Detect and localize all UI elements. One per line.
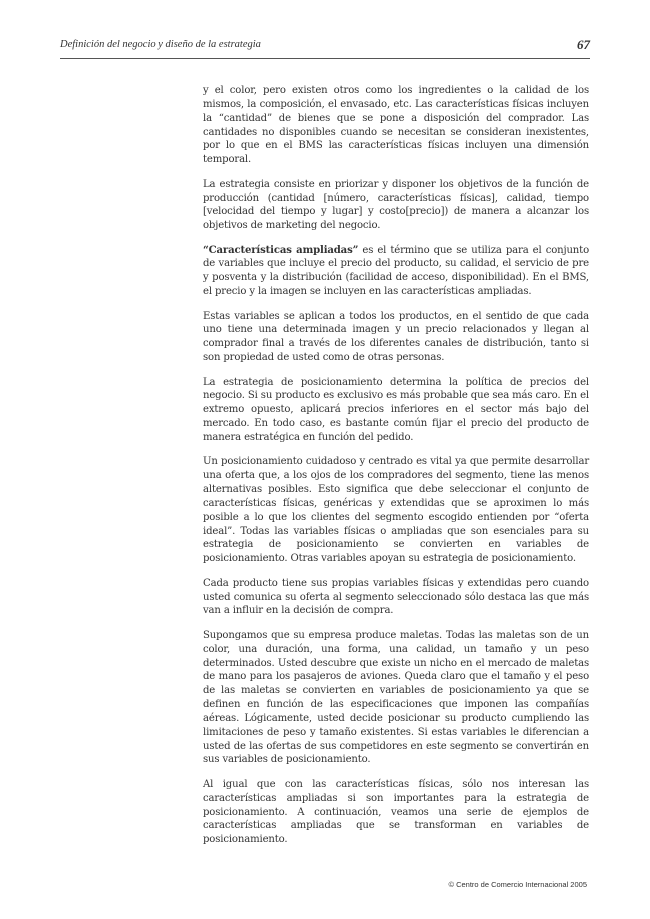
paragraph: y el color, pero existen otros como los ingredientes o la calidad de los mismos, la composición, el envasado, etc. Las características físicas incluyen la “cantidad” de bienes que se pone a disposición del comprador. Las cantidades no disponibles cuando se necesitan se consideran inexistentes, por lo que en el BMS las características físicas incluyen una dimensión temporal. <box>203 85 589 166</box>
running-title: Definición del negocio y diseño de la estrategia <box>60 39 261 50</box>
paragraph-text: es el término que se utiliza para el conjunto de variables que incluye el precio del producto, su calidad, el servicio de pre y posventa y la distribución (facilidad de acceso, disponibilidad). En el BMS, el precio y la imagen se incluyen en las características ampliadas. <box>203 244 589 298</box>
paragraph: Al igual que con las características físicas, sólo nos interesan las características ampliadas si son importantes para la estrategia de posicionamiento. A continuación, veamos una serie de ejemplos de características ampliadas que se transforman en variables de posicionamiento. <box>203 778 589 846</box>
copyright-footer: © Centro de Comercio Internacional 2005 <box>448 880 587 889</box>
paragraph: Cada producto tiene sus propias variables físicas y extendidas pero cuando usted comunica su oferta al segmento seleccionado sólo destaca las que más van a influir en la decisión de compra. <box>203 577 589 617</box>
paragraph: La estrategia de posicionamiento determina la política de precios del negocio. Si su producto es exclusivo es más probable que sea más caro. En el extremo opuesto, aplicará precios inferiores en el sector más bajo del mercado. En todo caso, es bastante común fijar el precio del producto de manera estratégica en función del pedido. <box>203 376 589 443</box>
paragraph: Supongamos que su empresa produce maletas. Todas las maletas son de un color, una duración, una forma, una calidad, un tamaño y un peso determinados. Usted descubre que existe un nicho en el mercado de maletas de mano para los pasajeros de aviones. Queda claro que el tamaño y el peso de las maletas se convierten en variables de posicionamiento ya que se definen en función de las especificaciones que imponen las compañías aéreas. Lógicamente, usted decide posicionar su producto cumpliendo las limitaciones de peso y tamaño existentes. Si estas variables le diferencian a usted de las ofertas de sus competidores en este segmento se convertirán en sus variables de posicionamiento. <box>203 629 589 766</box>
page-number: 67 <box>577 37 590 52</box>
paragraph: La estrategia consiste en priorizar y disponer los objetivos de la función de producción (cantidad [número, características físicas], calidad, tiempo [velocidad del tiempo y lugar] y costo[precio]) de manera a alcanzar los objetivos de marketing del negocio. <box>203 178 589 232</box>
page-header <box>60 38 590 59</box>
paragraph: Estas variables se aplican a todos los productos, en el sentido de que cada uno tiene una determinada imagen y un precio relacionados y llegan al comprador final a través de los diferentes canales de distribución, tanto si son propiedad de usted como de otras personas. <box>203 310 589 364</box>
body-text <box>203 84 589 858</box>
defined-term: “Características ampliadas” <box>203 244 359 256</box>
paragraph: Un posicionamiento cuidadoso y centrado es vital ya que permite desarrollar una oferta que, a los ojos de los compradores del segmento, tiene las menos alternativas posibles. Esto significa que debe seleccionar el conjunto de características físicas, genéricas y extendidas que se aproximen lo más posible a lo que los clientes del segmento escogido entienden por “oferta ideal”. Todas las variables físicas o ampliadas que son esenciales para su estrategia de posicionamiento se convierten en variables de posicionamiento. Otras variables apoyan su estrategia de posicionamiento. <box>203 456 589 565</box>
paragraph <box>203 244 589 299</box>
